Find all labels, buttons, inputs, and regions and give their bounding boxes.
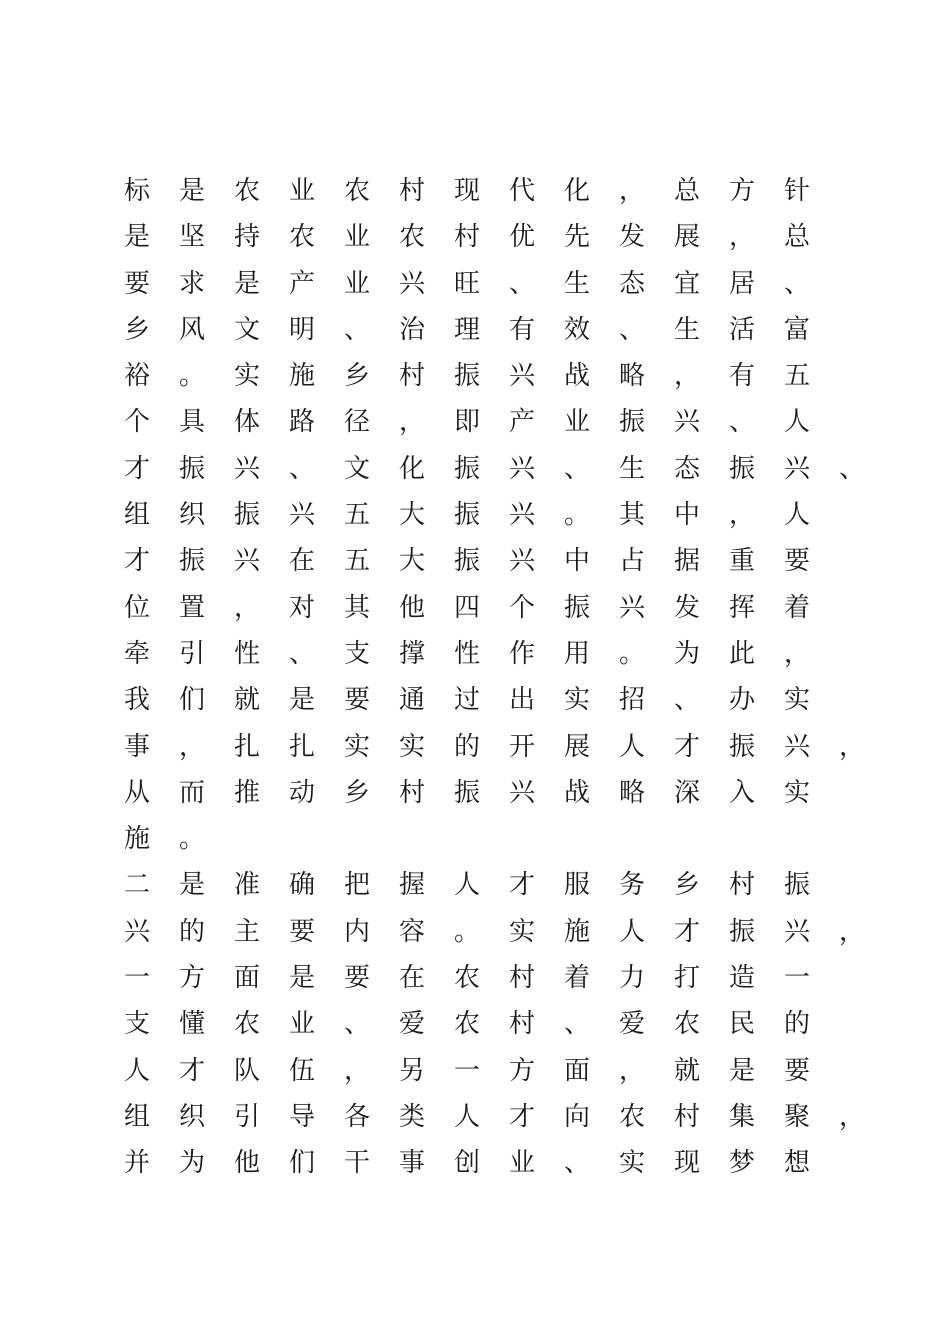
text-line: 施。 bbox=[124, 824, 235, 855]
text-line: 人才队伍，另一方面，就是要 bbox=[124, 1055, 840, 1086]
text-line: 裕。实施乡村振兴战略，有五 bbox=[124, 361, 840, 392]
text-line: 我们就是要通过出实招、办实 bbox=[124, 685, 840, 716]
text-line: 位置，对其他四个振兴发挥着 bbox=[124, 592, 840, 623]
text-line: 支懂农业、爱农村、爱农民的 bbox=[124, 1009, 840, 1040]
text-line: 兴的主要内容。实施人才振兴， bbox=[124, 916, 895, 947]
text-line: 组织引导各类人才向农村集聚， bbox=[124, 1101, 895, 1132]
text-line: 牵引性、支撑性作用。为此， bbox=[124, 638, 840, 669]
text-line: 乡风文明、治理有效、生活富 bbox=[124, 314, 840, 345]
text-line: 才振兴在五大振兴中占据重要 bbox=[124, 546, 840, 577]
text-line: 标是农业农村现代化，总方针 bbox=[124, 176, 840, 206]
text-line: 组织振兴五大振兴。其中，人 bbox=[124, 500, 840, 531]
text-line: 从而推动乡村振兴战略深入实 bbox=[124, 777, 840, 808]
text-line: 要求是产业兴旺、生态宜居、 bbox=[124, 268, 840, 299]
body-text bbox=[124, 168, 895, 1187]
text-line: 并为他们干事创业、实现梦想 bbox=[124, 1148, 840, 1179]
text-line: 才振兴、文化振兴、生态振兴、 bbox=[124, 453, 895, 484]
text-line: 一方面是要在农村着力打造一 bbox=[124, 963, 840, 994]
text-line: 二是准确把握人才服务乡村振 bbox=[124, 870, 840, 901]
text-line: 个具体路径，即产业振兴、人 bbox=[124, 407, 840, 438]
text-line: 是坚持农业农村优先发展，总 bbox=[124, 222, 840, 253]
text-line: 事，扎扎实实的开展人才振兴， bbox=[124, 731, 895, 762]
